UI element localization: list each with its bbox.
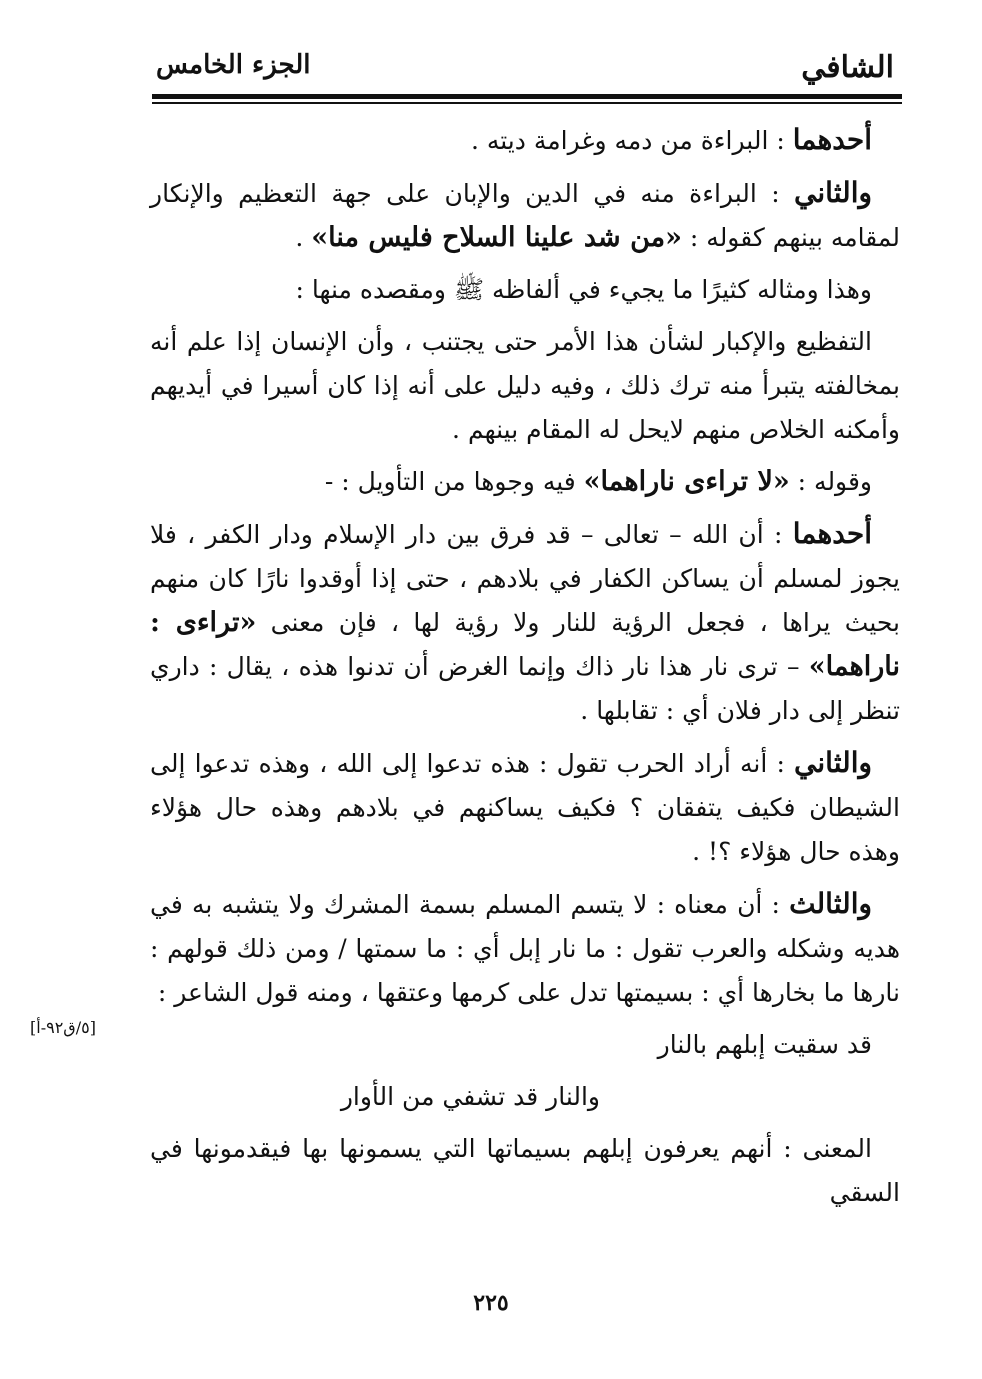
- paragraph-text: : أن معناه : لا يتسم المسلم بسمة المشرك ولا يتشبه به في هديه وشكله والعرب تقول : ما نار إبل أي : ما سمتها / ومن ذلك قولهم : نارها ما بخارها أي : بسيمتها تدل على كرمها وعتقها ، ومنه قول الشاعر :: [150, 890, 900, 1007]
- header-rule-thick: [152, 94, 902, 99]
- keyword: أحدهما: [792, 123, 872, 156]
- paragraph-2: [150, 171, 900, 260]
- hadith-quote: «لا تراءى ناراهما»: [583, 466, 790, 497]
- paragraph-text: : أن الله – تعالى – قد فرق بين دار الإسلام ودار الكفر ، فلا يجوز لمسلم أن يساكن الكفار في بلادهم ، حتى إذا أوقدوا نارًا كان منهم بحيث يراها ، فجعل الرؤية للنار ولا رؤية لها ، فإن معنى: [150, 520, 900, 637]
- hadith-quote: «تراءى : ناراهما»: [150, 607, 900, 682]
- paragraph-text: : البراءة من دمه وغرامة ديته .: [470, 126, 793, 155]
- book-title: الشافي: [801, 50, 894, 85]
- paragraph-4: [150, 320, 900, 452]
- manuscript-folio-note: [٥/ق٩٢-أ]: [30, 1018, 96, 1037]
- body-text: [150, 118, 900, 1223]
- paragraph-text: .: [295, 223, 312, 252]
- paragraph-5: [150, 460, 900, 504]
- paragraph-text: التفظيع والإكبار لشأن هذا الأمر حتى يجتنب ، وأن الإنسان إذا علم أنه بمخالفته يتبرأ منه ترك ذلك ، وفيه دليل على أنه إذا كان أسيرا في أيديهم وأمكنه الخلاص منهم لايحل له المقام بينهم .: [150, 327, 900, 444]
- poem-verse-2: والنار قد تشفي من الأوار: [340, 1082, 600, 1111]
- paragraph-7: [150, 741, 900, 874]
- hadith-quote: «من شد علينا السلاح فليس منا»: [311, 222, 682, 253]
- paragraph-text: فيه وجوها من التأويل : -: [324, 467, 584, 496]
- keyword: والثالث: [789, 887, 872, 920]
- header-rule-thin: [152, 102, 902, 104]
- keyword: والثاني: [794, 746, 872, 779]
- paragraph-text: المعنى : أنهم يعرفون إبلهم بسيماتها التي يسمونها بها فيقدمونها في السقي: [150, 1134, 900, 1207]
- running-header: [152, 44, 900, 90]
- paragraph-8: [150, 882, 900, 1015]
- paragraph-6: [150, 512, 900, 733]
- keyword: أحدهما: [792, 517, 872, 550]
- page-number: ٢٢٥: [473, 1290, 509, 1316]
- paragraph-text: وهذا ومثاله كثيرًا ما يجيء في ألفاظه ﷺ ومقصده منها :: [295, 275, 872, 304]
- paragraph-9: [150, 1127, 900, 1215]
- poem-verse-1: قد سقيت إبلهم بالنار: [657, 1030, 872, 1059]
- paragraph-text: وقوله :: [789, 467, 872, 496]
- volume-label: الجزء الخامس: [156, 50, 311, 80]
- paragraph-text: : أنه أراد الحرب تقول : هذه تدعوا إلى الله ، وهذه تدعوا إلى الشيطان فكيف يتفقان ؟ فكيف يساكنهم في بلادهم وهذه حال هؤلاء وهذه حال هؤلاء ؟! .: [150, 749, 900, 866]
- paragraph-1: [150, 118, 900, 163]
- paragraph-3: [150, 268, 900, 312]
- paragraph-text: : البراءة منه في الدين والإبان على جهة التعظيم والإنكار لمقامه بينهم كقوله :: [150, 179, 900, 252]
- keyword: والثاني: [794, 176, 872, 209]
- paragraph-text: – ترى نار هذا نار ذاك وإنما الغرض أن تدنوا هذه ، يقال : داري تنظر إلى دار فلان أي : تقابلها .: [150, 652, 900, 725]
